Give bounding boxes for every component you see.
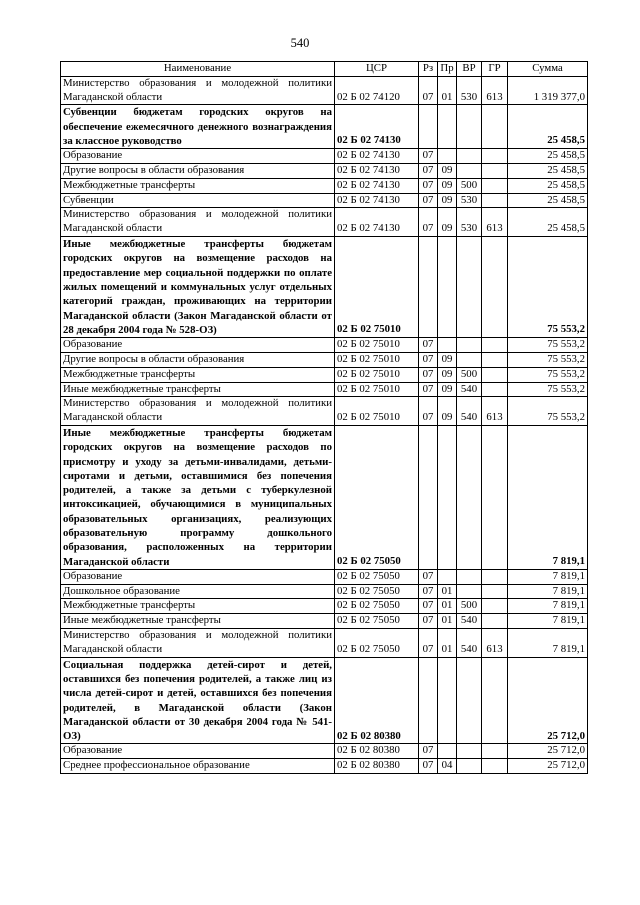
cell-csr: 02 Б 02 74130 — [335, 193, 419, 208]
cell-gr — [482, 105, 508, 149]
table-row — [61, 367, 588, 382]
cell-sum: 25 458,5 — [508, 193, 588, 208]
cell-sum: 25 458,5 — [508, 105, 588, 149]
cell-name: Другие вопросы в области образования — [61, 164, 335, 179]
cell-rz: 07 — [419, 759, 438, 774]
cell-gr: 613 — [482, 397, 508, 426]
cell-rz: 07 — [419, 584, 438, 599]
cell-vr: 540 — [457, 382, 482, 397]
table-row — [61, 614, 588, 629]
cell-pr: 09 — [438, 382, 457, 397]
cell-sum: 7 819,1 — [508, 599, 588, 614]
cell-sum: 7 819,1 — [508, 569, 588, 584]
page-number: 540 — [290, 36, 310, 50]
cell-name: Министерство образования и молодежной политики Магаданской области — [61, 397, 335, 426]
cell-vr — [457, 425, 482, 569]
cell-pr: 01 — [438, 599, 457, 614]
cell-sum: 25 458,5 — [508, 178, 588, 193]
cell-sum: 75 553,2 — [508, 397, 588, 426]
cell-pr: 09 — [438, 367, 457, 382]
table-row — [61, 352, 588, 367]
table-row — [61, 397, 588, 426]
cell-vr — [457, 338, 482, 353]
budget-table — [60, 61, 588, 774]
header-rz: Рз — [419, 62, 438, 77]
cell-name: Образование — [61, 744, 335, 759]
cell-rz: 07 — [419, 208, 438, 237]
cell-rz: 07 — [419, 178, 438, 193]
table-row — [61, 76, 588, 105]
cell-vr — [457, 569, 482, 584]
cell-csr: 02 Б 02 75050 — [335, 584, 419, 599]
cell-rz: 07 — [419, 76, 438, 105]
cell-gr — [482, 614, 508, 629]
cell-pr — [438, 569, 457, 584]
cell-vr: 540 — [457, 629, 482, 658]
cell-pr — [438, 149, 457, 164]
cell-name: Образование — [61, 338, 335, 353]
cell-name: Среднее профессиональное образование — [61, 759, 335, 774]
cell-sum: 25 458,5 — [508, 149, 588, 164]
table-row — [61, 657, 588, 744]
cell-vr — [457, 237, 482, 338]
cell-name: Иные межбюджетные трансферты бюджетам городских округов на возмещение расходов на предоставление мер социальной поддержки по оплате жилых помещений и коммунальных услуг отдельных категорий граждан, проживающих на территории Магаданской области (Закон Магаданской области от 28 декабря 2004 года № 528-ОЗ) — [61, 237, 335, 338]
cell-pr: 01 — [438, 584, 457, 599]
table-row — [61, 599, 588, 614]
cell-csr: 02 Б 02 75010 — [335, 352, 419, 367]
table-row — [61, 338, 588, 353]
table-header-row — [61, 62, 588, 77]
table-row — [61, 382, 588, 397]
table-row — [61, 629, 588, 658]
cell-pr — [438, 425, 457, 569]
cell-sum: 25 458,5 — [508, 208, 588, 237]
cell-vr: 540 — [457, 614, 482, 629]
cell-vr: 530 — [457, 76, 482, 105]
cell-name: Социальная поддержка детей-сирот и детей, оставшихся без попечения родителей, а также лиц из числа детей-сирот и детей, оставшихся без попечения родителей, в Магаданской области (Закон Магаданской области от 30 декабря 2004 года № 541-ОЗ) — [61, 657, 335, 744]
cell-gr — [482, 193, 508, 208]
cell-name: Межбюджетные трансферты — [61, 367, 335, 382]
cell-csr: 02 Б 02 75010 — [335, 382, 419, 397]
cell-sum: 7 819,1 — [508, 425, 588, 569]
table-row — [61, 744, 588, 759]
cell-sum: 75 553,2 — [508, 352, 588, 367]
cell-name: Субвенции — [61, 193, 335, 208]
cell-name: Министерство образования и молодежной политики Магаданской области — [61, 76, 335, 105]
cell-gr — [482, 367, 508, 382]
cell-gr — [482, 352, 508, 367]
cell-rz: 07 — [419, 352, 438, 367]
cell-gr — [482, 164, 508, 179]
cell-pr: 09 — [438, 208, 457, 237]
cell-pr: 09 — [438, 352, 457, 367]
table-row — [61, 178, 588, 193]
cell-pr: 09 — [438, 193, 457, 208]
cell-rz: 07 — [419, 744, 438, 759]
cell-gr — [482, 759, 508, 774]
cell-vr — [457, 584, 482, 599]
cell-pr: 01 — [438, 76, 457, 105]
table-row — [61, 425, 588, 569]
cell-gr — [482, 657, 508, 744]
cell-name: Субвенции бюджетам городских округов на обеспечение ежемесячного денежного вознаграждения за классное руководство — [61, 105, 335, 149]
cell-sum: 25 458,5 — [508, 164, 588, 179]
cell-csr: 02 Б 02 75010 — [335, 397, 419, 426]
cell-vr — [457, 744, 482, 759]
table-row — [61, 105, 588, 149]
cell-gr — [482, 149, 508, 164]
cell-vr: 530 — [457, 208, 482, 237]
cell-pr: 09 — [438, 178, 457, 193]
header-csr: ЦСР — [335, 62, 419, 77]
cell-rz: 07 — [419, 599, 438, 614]
table-row — [61, 164, 588, 179]
cell-name: Межбюджетные трансферты — [61, 178, 335, 193]
cell-csr: 02 Б 02 75050 — [335, 569, 419, 584]
table-row — [61, 193, 588, 208]
cell-gr — [482, 569, 508, 584]
cell-csr: 02 Б 02 74130 — [335, 208, 419, 237]
cell-gr — [482, 599, 508, 614]
cell-rz: 07 — [419, 397, 438, 426]
table-row — [61, 759, 588, 774]
header-vr: ВР — [457, 62, 482, 77]
cell-pr: 04 — [438, 759, 457, 774]
cell-vr: 500 — [457, 599, 482, 614]
cell-csr: 02 Б 02 74120 — [335, 76, 419, 105]
cell-rz: 07 — [419, 338, 438, 353]
cell-name: Иные межбюджетные трансферты бюджетам городских округов на возмещение расходов по присмотру и уходу за детьми-инвалидами, детьми-сиротами и детьми, оставшимися без попечения родителей, а также за детьми с туберкулезной интоксикацией, обучающимися в муниципальных образовательных организациях, реализующих образовательную программу дошкольного образования, расположенных на территории Магаданской области — [61, 425, 335, 569]
cell-rz — [419, 657, 438, 744]
cell-vr — [457, 164, 482, 179]
cell-vr — [457, 149, 482, 164]
cell-sum: 7 819,1 — [508, 584, 588, 599]
cell-sum: 75 553,2 — [508, 237, 588, 338]
cell-gr — [482, 425, 508, 569]
cell-vr: 530 — [457, 193, 482, 208]
cell-rz — [419, 105, 438, 149]
cell-vr — [457, 657, 482, 744]
cell-sum: 25 712,0 — [508, 759, 588, 774]
cell-csr: 02 Б 02 75050 — [335, 614, 419, 629]
cell-name: Министерство образования и молодежной политики Магаданской области — [61, 629, 335, 658]
table-row — [61, 208, 588, 237]
table-row — [61, 237, 588, 338]
cell-name: Дошкольное образование — [61, 584, 335, 599]
cell-name: Министерство образования и молодежной политики Магаданской области — [61, 208, 335, 237]
header-pr: Пр — [438, 62, 457, 77]
cell-sum: 1 319 377,0 — [508, 76, 588, 105]
cell-pr: 01 — [438, 629, 457, 658]
cell-rz: 07 — [419, 569, 438, 584]
cell-vr: 500 — [457, 178, 482, 193]
table-row — [61, 149, 588, 164]
cell-csr: 02 Б 02 74130 — [335, 178, 419, 193]
cell-gr: 613 — [482, 76, 508, 105]
cell-gr — [482, 584, 508, 599]
cell-gr — [482, 178, 508, 193]
cell-name: Другие вопросы в области образования — [61, 352, 335, 367]
cell-rz: 07 — [419, 382, 438, 397]
table-row — [61, 584, 588, 599]
cell-csr: 02 Б 02 80380 — [335, 759, 419, 774]
cell-sum: 25 712,0 — [508, 657, 588, 744]
cell-rz: 07 — [419, 367, 438, 382]
cell-sum: 75 553,2 — [508, 367, 588, 382]
cell-vr — [457, 105, 482, 149]
cell-csr: 02 Б 02 80380 — [335, 657, 419, 744]
cell-vr: 540 — [457, 397, 482, 426]
cell-sum: 75 553,2 — [508, 338, 588, 353]
cell-name: Иные межбюджетные трансферты — [61, 614, 335, 629]
cell-name: Образование — [61, 149, 335, 164]
cell-csr: 02 Б 02 75050 — [335, 629, 419, 658]
cell-csr: 02 Б 02 75010 — [335, 237, 419, 338]
cell-pr — [438, 338, 457, 353]
cell-gr — [482, 744, 508, 759]
cell-vr — [457, 352, 482, 367]
cell-name: Иные межбюджетные трансферты — [61, 382, 335, 397]
cell-pr: 09 — [438, 164, 457, 179]
cell-csr: 02 Б 02 75010 — [335, 367, 419, 382]
cell-name: Образование — [61, 569, 335, 584]
cell-rz: 07 — [419, 193, 438, 208]
cell-rz — [419, 425, 438, 569]
cell-csr: 02 Б 02 75050 — [335, 425, 419, 569]
cell-sum: 25 712,0 — [508, 744, 588, 759]
cell-vr: 500 — [457, 367, 482, 382]
cell-rz: 07 — [419, 614, 438, 629]
cell-pr — [438, 657, 457, 744]
cell-gr — [482, 338, 508, 353]
cell-rz: 07 — [419, 149, 438, 164]
cell-csr: 02 Б 02 74130 — [335, 105, 419, 149]
cell-rz — [419, 237, 438, 338]
cell-sum: 7 819,1 — [508, 614, 588, 629]
cell-pr — [438, 744, 457, 759]
cell-csr: 02 Б 02 74130 — [335, 149, 419, 164]
cell-csr: 02 Б 02 75050 — [335, 599, 419, 614]
cell-name: Межбюджетные трансферты — [61, 599, 335, 614]
header-gr: ГР — [482, 62, 508, 77]
cell-csr: 02 Б 02 80380 — [335, 744, 419, 759]
cell-csr: 02 Б 02 74130 — [335, 164, 419, 179]
cell-gr: 613 — [482, 208, 508, 237]
cell-rz: 07 — [419, 629, 438, 658]
cell-rz: 07 — [419, 164, 438, 179]
header-name: Наименование — [61, 62, 335, 77]
cell-sum: 75 553,2 — [508, 382, 588, 397]
table-body — [61, 76, 588, 773]
cell-pr — [438, 237, 457, 338]
cell-csr: 02 Б 02 75010 — [335, 338, 419, 353]
table-row — [61, 569, 588, 584]
cell-pr — [438, 105, 457, 149]
cell-gr — [482, 382, 508, 397]
cell-pr: 01 — [438, 614, 457, 629]
cell-pr: 09 — [438, 397, 457, 426]
header-sum: Сумма — [508, 62, 588, 77]
cell-sum: 7 819,1 — [508, 629, 588, 658]
cell-vr — [457, 759, 482, 774]
cell-gr: 613 — [482, 629, 508, 658]
cell-gr — [482, 237, 508, 338]
